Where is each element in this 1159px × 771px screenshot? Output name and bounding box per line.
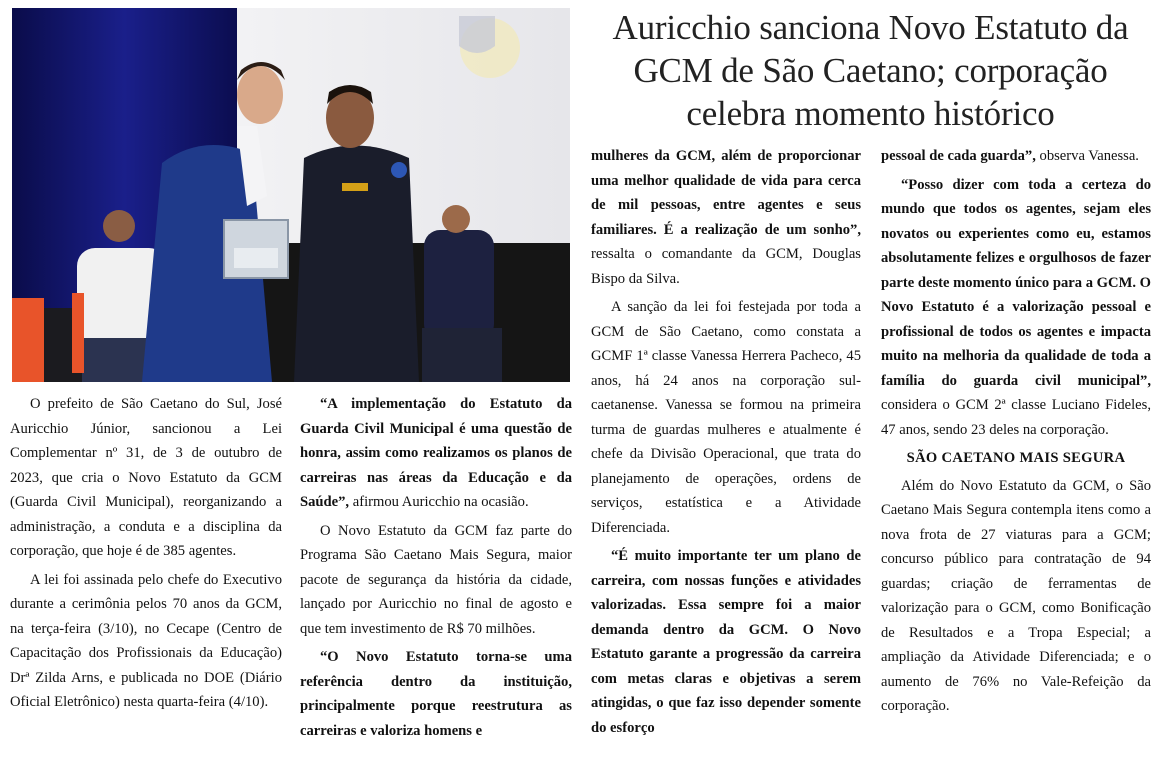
quote-commander-end: mulheres da GCM, além de proporcionar uma melhor qualidade de vida para cerca de mil pessoas, entre agentes e seus familiares. É a realização de um sonho”,	[591, 148, 861, 238]
paragraph-vanessa: A sanção da lei foi festejada por toda a GCM de São Caetano, como constata a GCMF 1ª classe Vanessa Herrera Pacheco, 45 anos, há 24 anos na corporação sul-caetanense. Vanessa se formou na primeira turma de guardas mulheres e atualmente é chefe da Divisão Operacional, que trata do planejamento de operações, ordens de serviços, estatística e a Atividade Diferenciada.	[591, 299, 861, 536]
paragraph-program-items: Além do Novo Estatuto da GCM, o São Caetano Mais Segura contempla itens como a nova frota de 27 viaturas para a GCM; concurso público para contratação de 94 guardas; criação de ferramentas de valorização para o GCM, como Bonificação de Resultados e a Tropa Especial; a ampliação da Atividade Diferenciada; e o aumento de 76% no Vale-Refeição da corporação.	[881, 477, 1151, 714]
article-column-3	[591, 144, 861, 744]
quote-luciano-attribution: considera o GCM 2ª classe Luciano Fideles, 47 anos, sendo 23 deles na corporação.	[881, 397, 1151, 438]
quote-vanessa-end: pessoal de cada guarda”,	[881, 148, 1036, 164]
headline: Auricchio sanciona Novo Estatuto da GCM de São Caetano; corporação celebra momento histórico	[612, 8, 1129, 133]
article-column-1	[10, 392, 282, 719]
quote-luciano-paragraph	[881, 173, 1151, 443]
quote-luciano: “Posso dizer com toda a certeza do mundo que todos os agentes, sejam eles novatos ou experientes como eu, estamos absolutamente felizes e orgulhosos de fazer parte deste momento único para a GCM. O Novo Estatuto é a valorização pessoal e profissional de todos os agentes e impacta muito na melhoria da qualidade de toda a família do guarda civil municipal”,	[881, 176, 1151, 389]
quote-auricchio: “A implementação do Estatuto da Guarda Civil Municipal é uma questão de honra, assim como realizamos os planos de carreiras nas áreas da Educação e da Saúde”,	[300, 396, 572, 510]
paragraph-intro: O prefeito de São Caetano do Sul, José Auricchio Júnior, sancionou a Lei Complementar nº 31, de 3 de outubro de 2023, que cria o Novo Estatuto da GCM (Guarda Civil Municipal), reorganizando a administração, a conduta e a disciplina da corporação, que hoje é de 385 agentes.	[10, 396, 282, 559]
article-column-4	[881, 144, 1151, 723]
quote-commander-attribution: ressalta o comandante da GCM, Douglas Bispo da Silva.	[591, 246, 861, 287]
quote-commander-paragraph	[591, 144, 861, 291]
paragraph-program: O Novo Estatuto da GCM faz parte do Programa São Caetano Mais Segura, maior pacote de segurança da história da cidade, lançado por Auricchio no final de agosto e que tem investimento de R$ 70 milhões.	[300, 522, 572, 637]
quote-vanessa-attribution: observa Vanessa.	[1039, 148, 1139, 164]
quote-paragraph-auricchio	[300, 392, 572, 515]
article-column-2	[300, 392, 572, 747]
quote-auricchio-attribution: afirmou Auricchio na ocasião.	[352, 494, 529, 510]
quote-vanessa-start: “É muito importante ter um plano de carreira, com nossas funções e atividades valorizadas. Essa sempre foi a maior demanda dentro da GCM. O Novo Estatuto garante a progressão da carreira com metas claras e objetivas a serem atingidas, o que faz isso depender somente do esforço	[591, 548, 861, 736]
article-photo	[12, 8, 570, 382]
ceremony-photo-illustration	[12, 8, 570, 382]
quote-commander-start: “O Novo Estatuto torna-se uma referência dentro da instituição, principalmente porque reestrutura as carreiras e valoriza homens e	[300, 649, 572, 739]
paragraph-signing: A lei foi assinada pelo chefe do Executivo durante a cerimônia pelos 70 anos da GCM, na terça-feira (3/10), no Cecape (Centro de Capacitação dos Profissionais da Educação) Drª Zilda Arns, e publicada no DOE (Diário Oficial Eletrônico) nesta quarta-feira (4/10).	[10, 571, 282, 710]
quote-vanessa-paragraph	[881, 144, 1151, 169]
subheading: SÃO CAETANO MAIS SEGURA	[906, 450, 1126, 466]
